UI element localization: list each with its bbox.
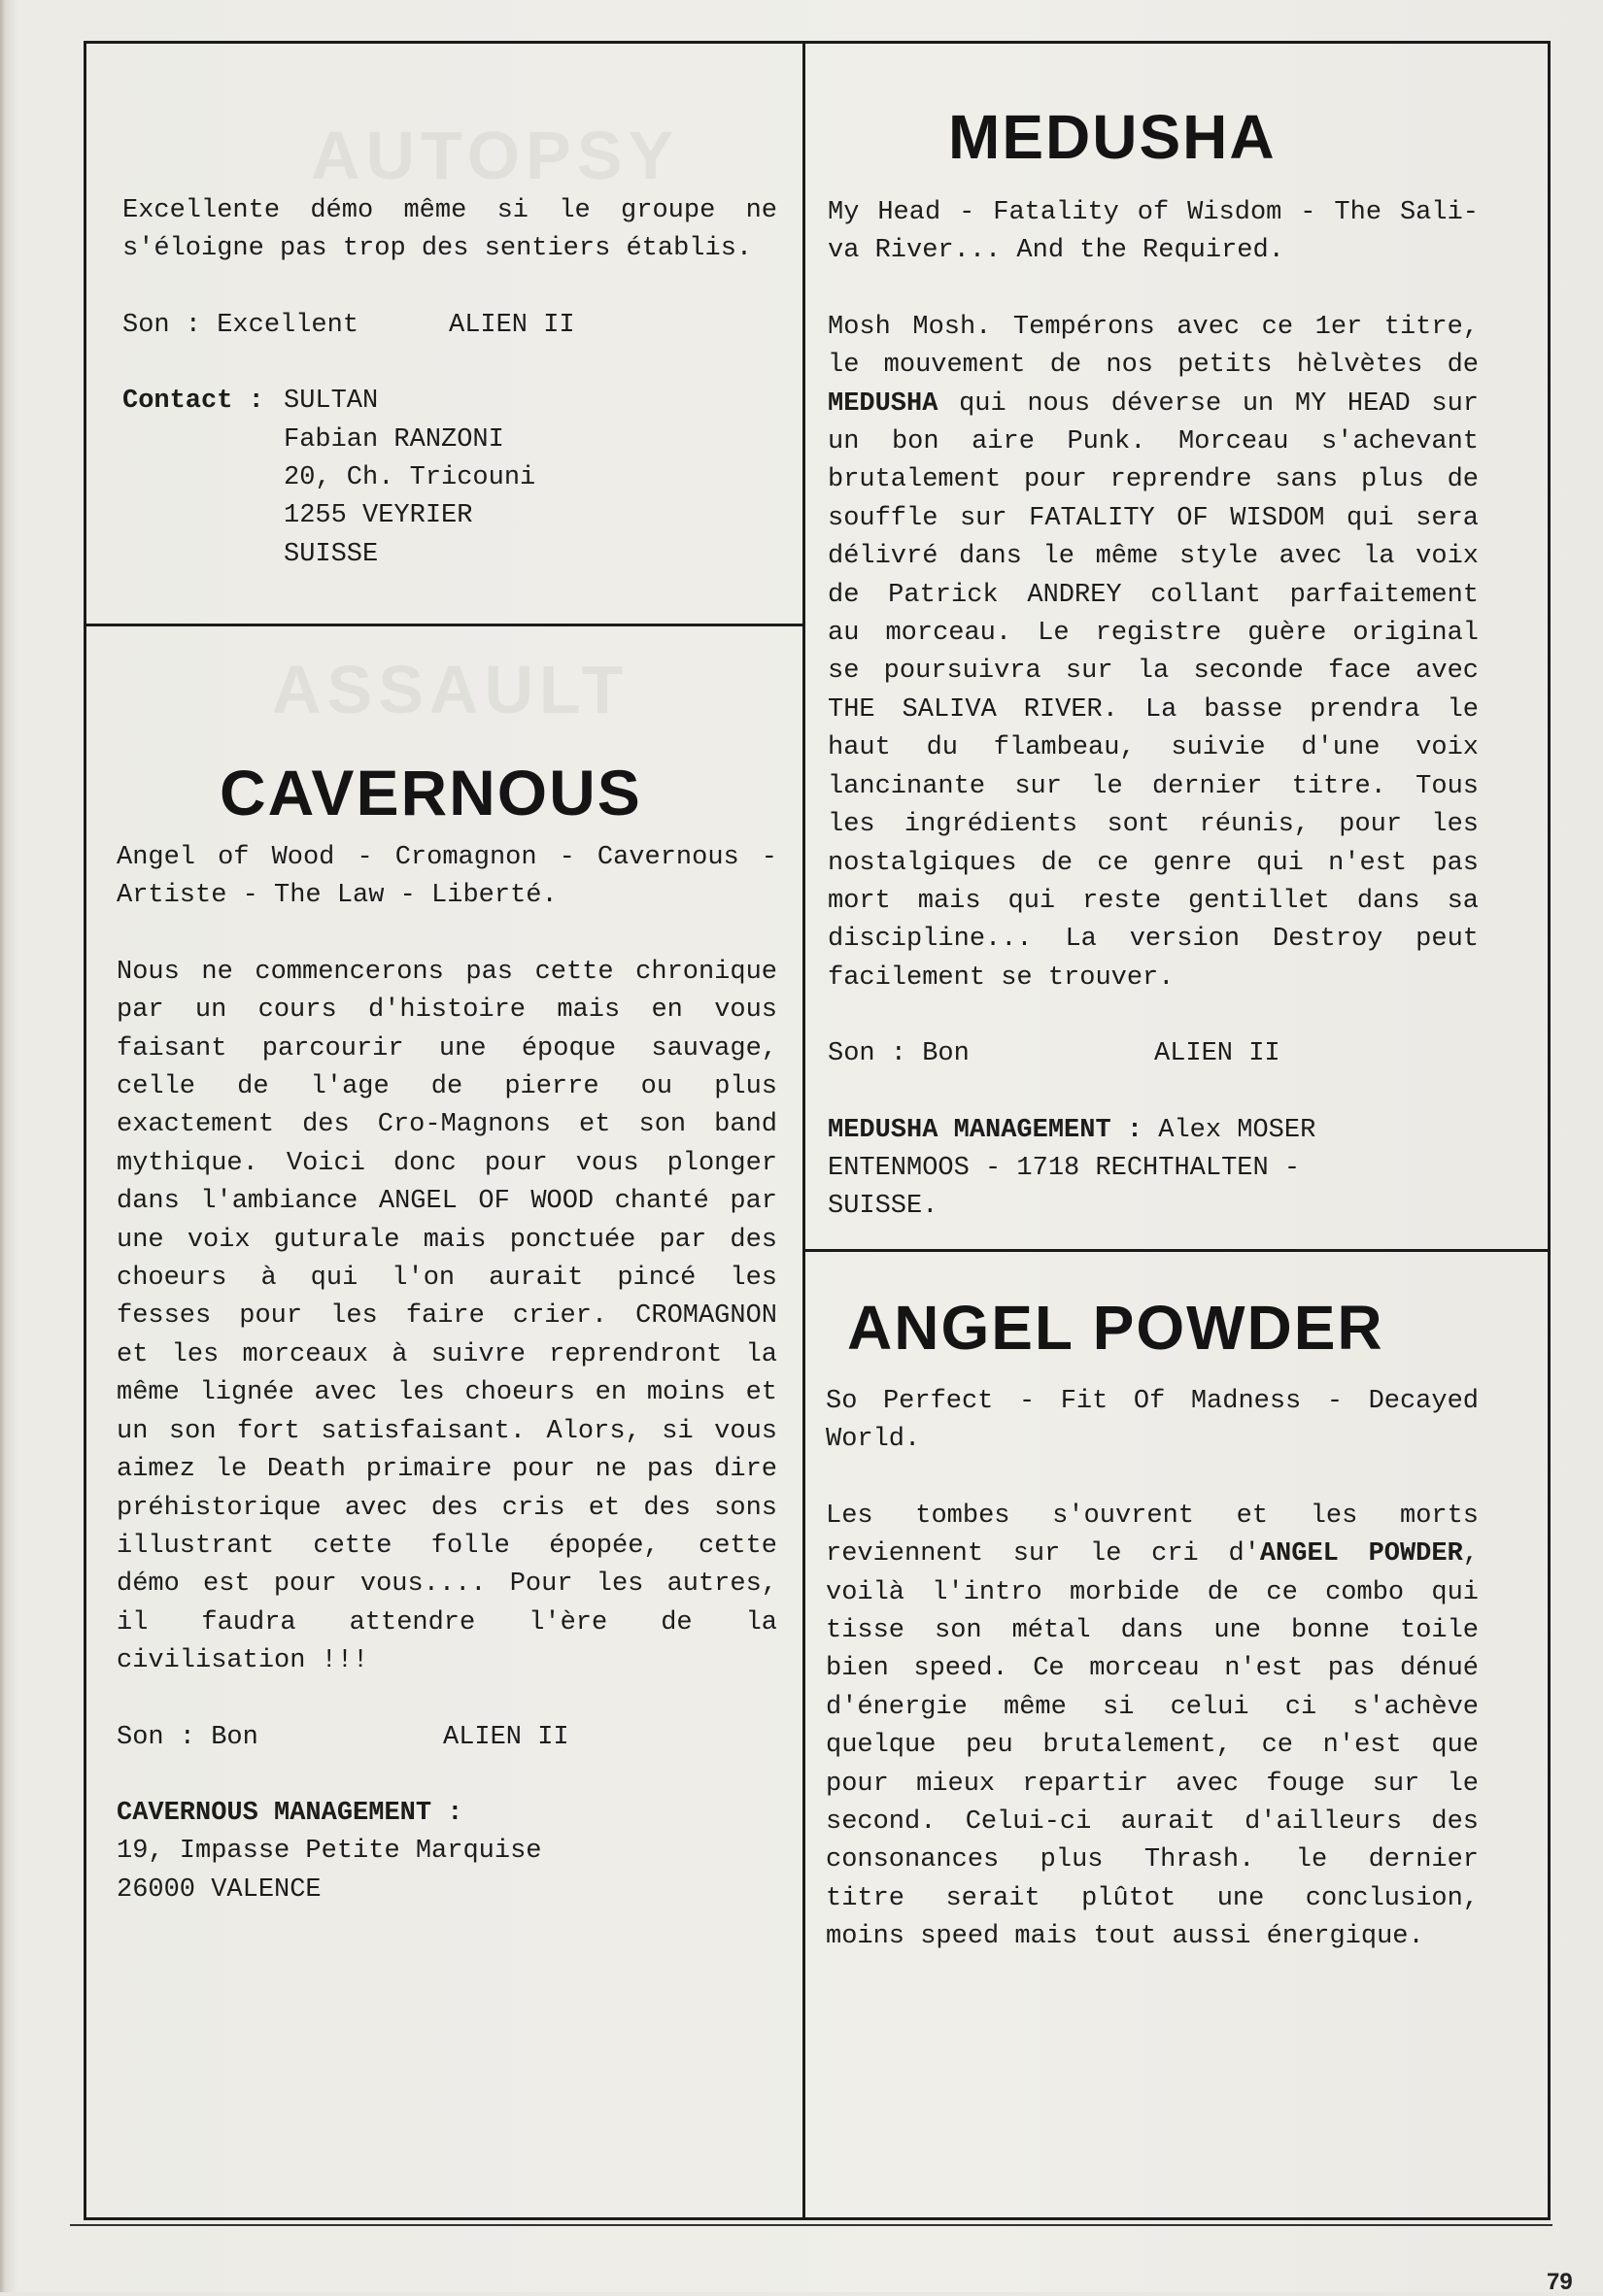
review-text-line: se poursuivra sur la seconde face avec	[828, 657, 1479, 687]
address-line: 19, Impasse Petite Marquise	[117, 1837, 542, 1867]
management-line: MEDUSHA MANAGEMENT : Alex MOSER	[828, 1115, 1316, 1145]
sound-rating: Son : Bon ALIEN II	[828, 1039, 1280, 1069]
review-text-line: brutalement pour reprendre sans plus de	[828, 465, 1479, 495]
review-text-line: Nous ne commencerons pas cette chronique	[117, 957, 777, 987]
review-text-line: même lignée avec les choeurs en moins et	[117, 1378, 777, 1408]
angel-powder-review	[826, 1383, 1479, 1957]
left-section-divider	[84, 624, 804, 626]
address-line: ENTENMOOS - 1718 RECHTHALTEN -	[828, 1153, 1301, 1183]
review-text-line: au morceau. Le registre guère original	[828, 619, 1479, 649]
contact-line: Fabian RANZONI	[284, 424, 504, 455]
review-text-line: délivré dans le même style avec la voix	[828, 542, 1479, 572]
review-text-line: discipline... La version Destroy peut	[828, 925, 1479, 955]
review-text-line: démo est pour vous.... Pour les autres,	[117, 1570, 777, 1600]
review-text-line: second. Celui-ci aurait d'ailleurs des	[826, 1807, 1479, 1838]
management-label: CAVERNOUS MANAGEMENT :	[117, 1798, 463, 1828]
review-text-line: titre serait plûtot une conclusion,	[826, 1883, 1479, 1913]
right-section-divider	[802, 1249, 1551, 1252]
bleed-through-text: ASSAULT	[272, 652, 630, 727]
reviewer-signature: ALIEN II	[443, 1722, 569, 1752]
review-text-line: celle de l'age de pierre ou plus	[117, 1072, 777, 1102]
review-text-line: haut du flambeau, suivie d'une voix	[828, 733, 1479, 763]
review-text-line: bien speed. Ce morceau n'est pas dénué	[826, 1654, 1479, 1684]
review-text-line: lancinante sur le dernier titre. Tous	[828, 771, 1479, 801]
review-text-line: fesses pour les faire crier. CROMAGNON	[117, 1301, 777, 1332]
medusha-review	[828, 194, 1479, 1227]
cavernous-review	[117, 839, 777, 1909]
angel-powder-title: ANGEL POWDER	[847, 1293, 1384, 1363]
tracklist-line: Artiste - The Law - Liberté.	[117, 881, 558, 911]
review-text-line: quelque peu brutalement, ce n'est que	[826, 1731, 1479, 1761]
contact-line: SUISSE	[284, 539, 379, 569]
review-text-line: et les morceaux à suivre reprendront la	[117, 1339, 777, 1369]
review-text-line: par un cours d'histoire mais en vous	[117, 996, 777, 1026]
address-line: SUISSE.	[828, 1192, 938, 1222]
review-text-line: faisant parcourir une époque sauvage,	[117, 1033, 777, 1064]
review-text-line: le mouvement de nos petits hèlvètes de	[828, 351, 1479, 381]
review-text-line: choeurs à qui l'on aurait pincé les	[117, 1264, 777, 1294]
tracklist-line: va River... And the Required.	[828, 236, 1284, 266]
review-text-line: une voix guturale mais ponctuée par des	[117, 1225, 777, 1255]
review-text-line: illustrant cette folle épopée, cette	[117, 1531, 777, 1561]
review-text-line: mort mais qui reste gentillet dans sa	[828, 886, 1479, 916]
address-line: 26000 VALENCE	[117, 1874, 322, 1905]
cavernous-title: CAVERNOUS	[220, 757, 642, 828]
column-divider	[802, 41, 805, 2220]
review-text-line: souffle sur FATALITY OF WISDOM qui sera	[828, 503, 1479, 533]
review-text-line: consonances plus Thrash. le dernier	[826, 1845, 1479, 1875]
review-text-line: de Patrick ANDREY collant parfaitement	[828, 580, 1479, 610]
review-text-line: Mosh Mosh. Tempérons avec ce 1er titre,	[828, 312, 1479, 342]
tracklist-line: Angel of Wood - Cromagnon - Cavernous -	[117, 843, 777, 872]
review-text-line: un bon aire Punk. Morceau s'achevant	[828, 427, 1479, 457]
review-text-line: préhistorique avec des cris et des sons	[117, 1493, 777, 1523]
review-text-line: un son fort satisfaisant. Alors, si vous	[117, 1416, 777, 1446]
tracklist-line: So Perfect - Fit Of Madness - Decayed	[826, 1387, 1479, 1416]
review-text-line: d'énergie même si celui ci s'achève	[826, 1692, 1479, 1722]
tracklist-line: My Head - Fatality of Wisdom - The Sali-	[828, 198, 1479, 227]
review-text-line: Les tombes s'ouvrent et les morts	[826, 1501, 1479, 1531]
review-text-line: exactement des Cro-Magnons et son band	[117, 1110, 777, 1140]
contact-line: 1255 VEYRIER	[284, 501, 473, 531]
review-text-line: dans l'ambiance ANGEL OF WOOD chanté par	[117, 1187, 777, 1217]
review-text-line: nostalgiques de ce genre qui n'est pas	[828, 848, 1479, 878]
sound-rating: Son : Excellent ALIEN II	[122, 310, 575, 340]
review-text-line: les ingrédients sont réunis, pour les	[828, 810, 1479, 840]
sultan-review	[122, 192, 777, 574]
contact-block: Contact : SULTAN	[122, 387, 379, 417]
review-text-line: voilà l'intro morbide de ce combo qui	[826, 1577, 1479, 1607]
review-text-line: moins speed mais tout aussi énergique.	[826, 1922, 1424, 1952]
review-text-line: pour mieux repartir avec fouge sur le	[826, 1769, 1479, 1799]
review-text-line: reviennent sur le cri d'ANGEL POWDER,	[826, 1539, 1479, 1570]
review-text-line: Excellente démo même si le groupe ne	[122, 196, 777, 225]
contact-line: 20, Ch. Tricouni	[284, 463, 536, 493]
tracklist-line: World.	[826, 1425, 921, 1455]
bleed-through-text: AUTOPSY	[311, 118, 680, 193]
review-text-line: facilement se trouver.	[828, 962, 1175, 993]
reviewer-signature: ALIEN II	[1154, 1039, 1280, 1069]
review-text-line: tisse son métal dans une bonne toile	[826, 1616, 1479, 1646]
review-text-line: aimez le Death primaire pour ne pas dire	[117, 1455, 777, 1485]
page-number: 79	[1547, 2269, 1573, 2295]
reviewer-signature: ALIEN II	[449, 310, 575, 340]
sound-rating: Son : Bon ALIEN II	[117, 1722, 569, 1752]
bottom-rule	[70, 2224, 1552, 2226]
review-text-line: civilisation !!!	[117, 1646, 369, 1676]
review-text-line: mythique. Voici donc pour vous plonger	[117, 1148, 777, 1178]
review-text-line: il faudra attendre l'ère de la	[117, 1607, 777, 1638]
review-text-line: THE SALIVA RIVER. La basse prendra le	[828, 694, 1479, 725]
review-text-line: MEDUSHA qui nous déverse un MY HEAD sur	[828, 388, 1479, 419]
medusha-title: MEDUSHA	[948, 102, 1277, 172]
review-text-line: s'éloigne pas trop des sentiers établis.	[122, 234, 753, 264]
